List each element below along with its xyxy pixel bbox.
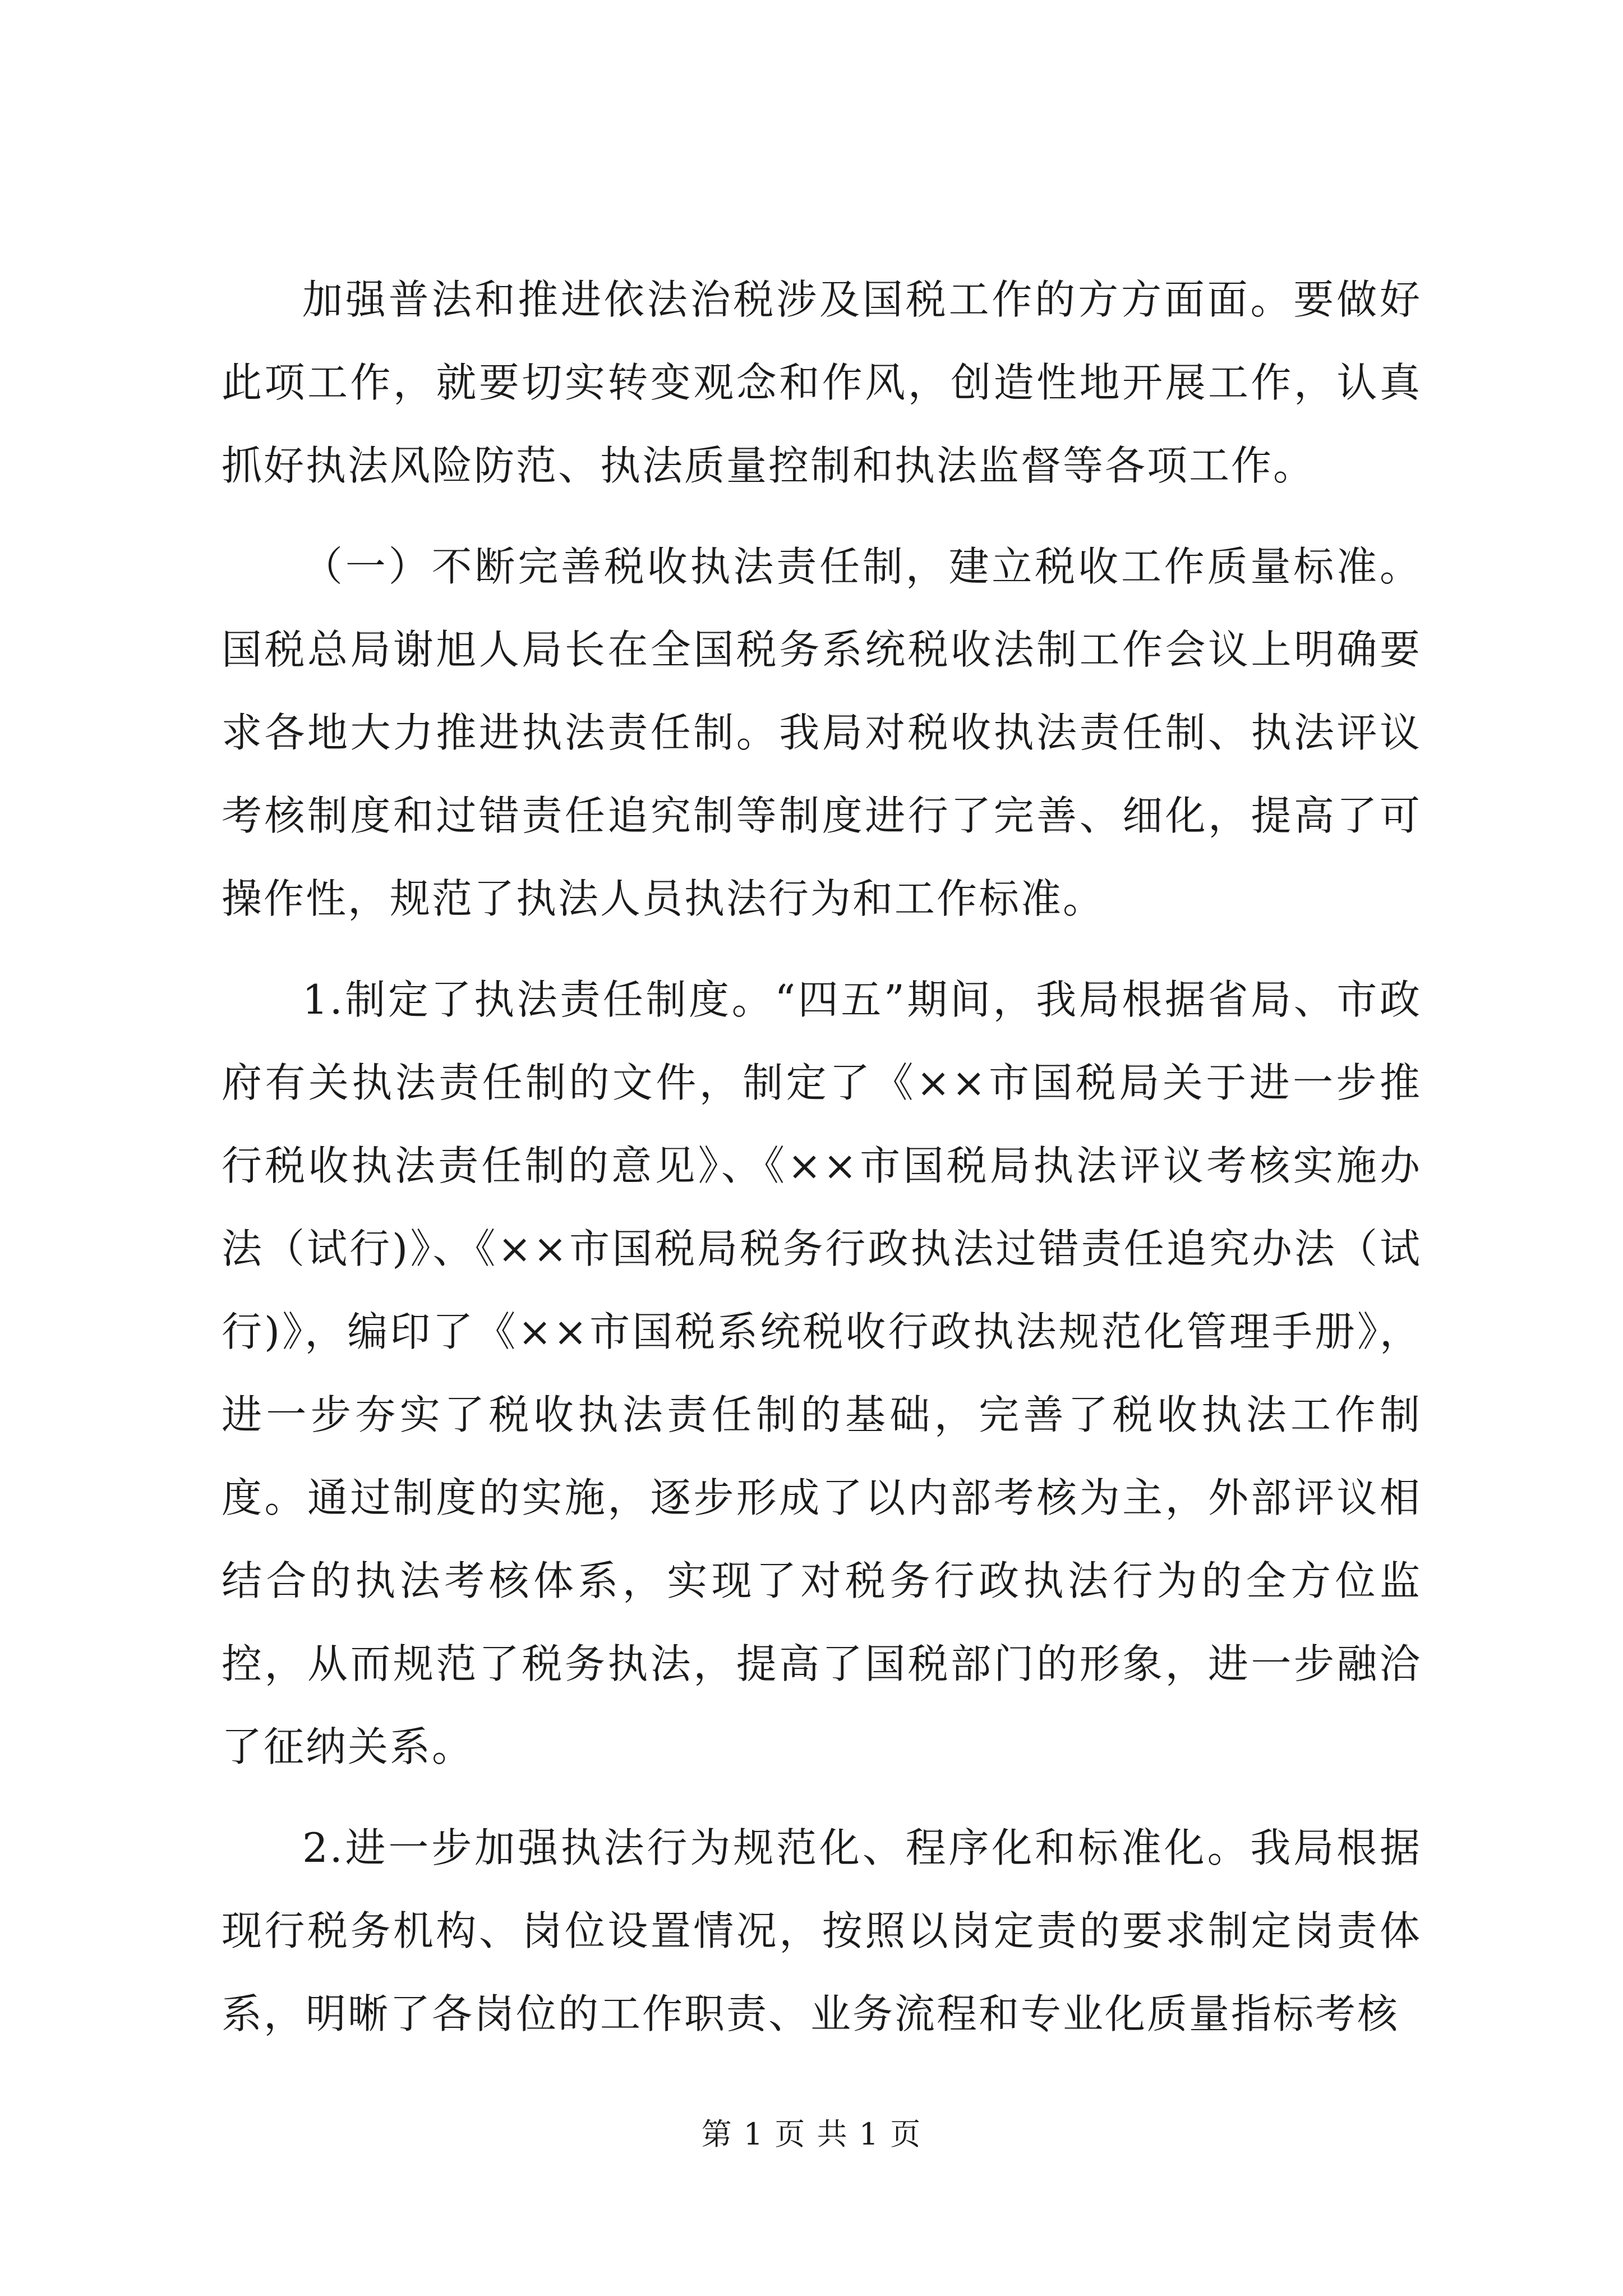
paragraph-intro: 加强普法和推进依法治税涉及国税工作的方方面面。要做好此项工作，就要切实转变观念和作风，创造性地开展工作，认真抓好执法风险防范、执法质量控制和执法监督等各项工作。 (222, 276, 1422, 489)
page-footer: 第 1 页 共 1 页 (701, 2116, 922, 2152)
paragraph-item-two: 2.进一步加强执法行为规范化、程序化和标准化。我局根据现行税务机构、岗位设置情况，按照以岗定责的要求制定岗责体系，明晰了各岗位的工作职责、业务流程和专业化质量指标考核 (222, 1824, 1422, 2037)
document-body (222, 258, 1422, 2055)
paragraph-section-one: （一）不断完善税收执法责任制，建立税收工作质量标准。国税总局谢旭人局长在全国税务系统税收法制工作会议上明确要求各地大力推进执法责任制。我局对税收执法责任制、执法评议考核制度和过错责任追究制等制度进行了完善、细化，提高了可操作性，规范了执法人员执法行为和工作标准。 (222, 543, 1422, 922)
paragraph-item-one: 1.制定了执法责任制度。“四五”期间，我局根据省局、市政府有关执法责任制的文件，制定了《××市国税局关于进一步推行税收执法责任制的意见》、《××市国税局执法评议考核实施办法（试行)》、《××市国税局税务行政执法过错责任追究办法（试行)》，编印了《××市国税系统税收行政执法规范化管理手册》，进一步夯实了税收执法责任制的基础，完善了税收执法工作制度。通过制度的实施，逐步形成了以内部考核为主，外部评议相结合的执法考核体系，实现了对税务行政执法行为的全方位监控，从而规范了税务执法，提高了国税部门的形象，进一步融洽了征纳关系。 (222, 976, 1422, 1770)
